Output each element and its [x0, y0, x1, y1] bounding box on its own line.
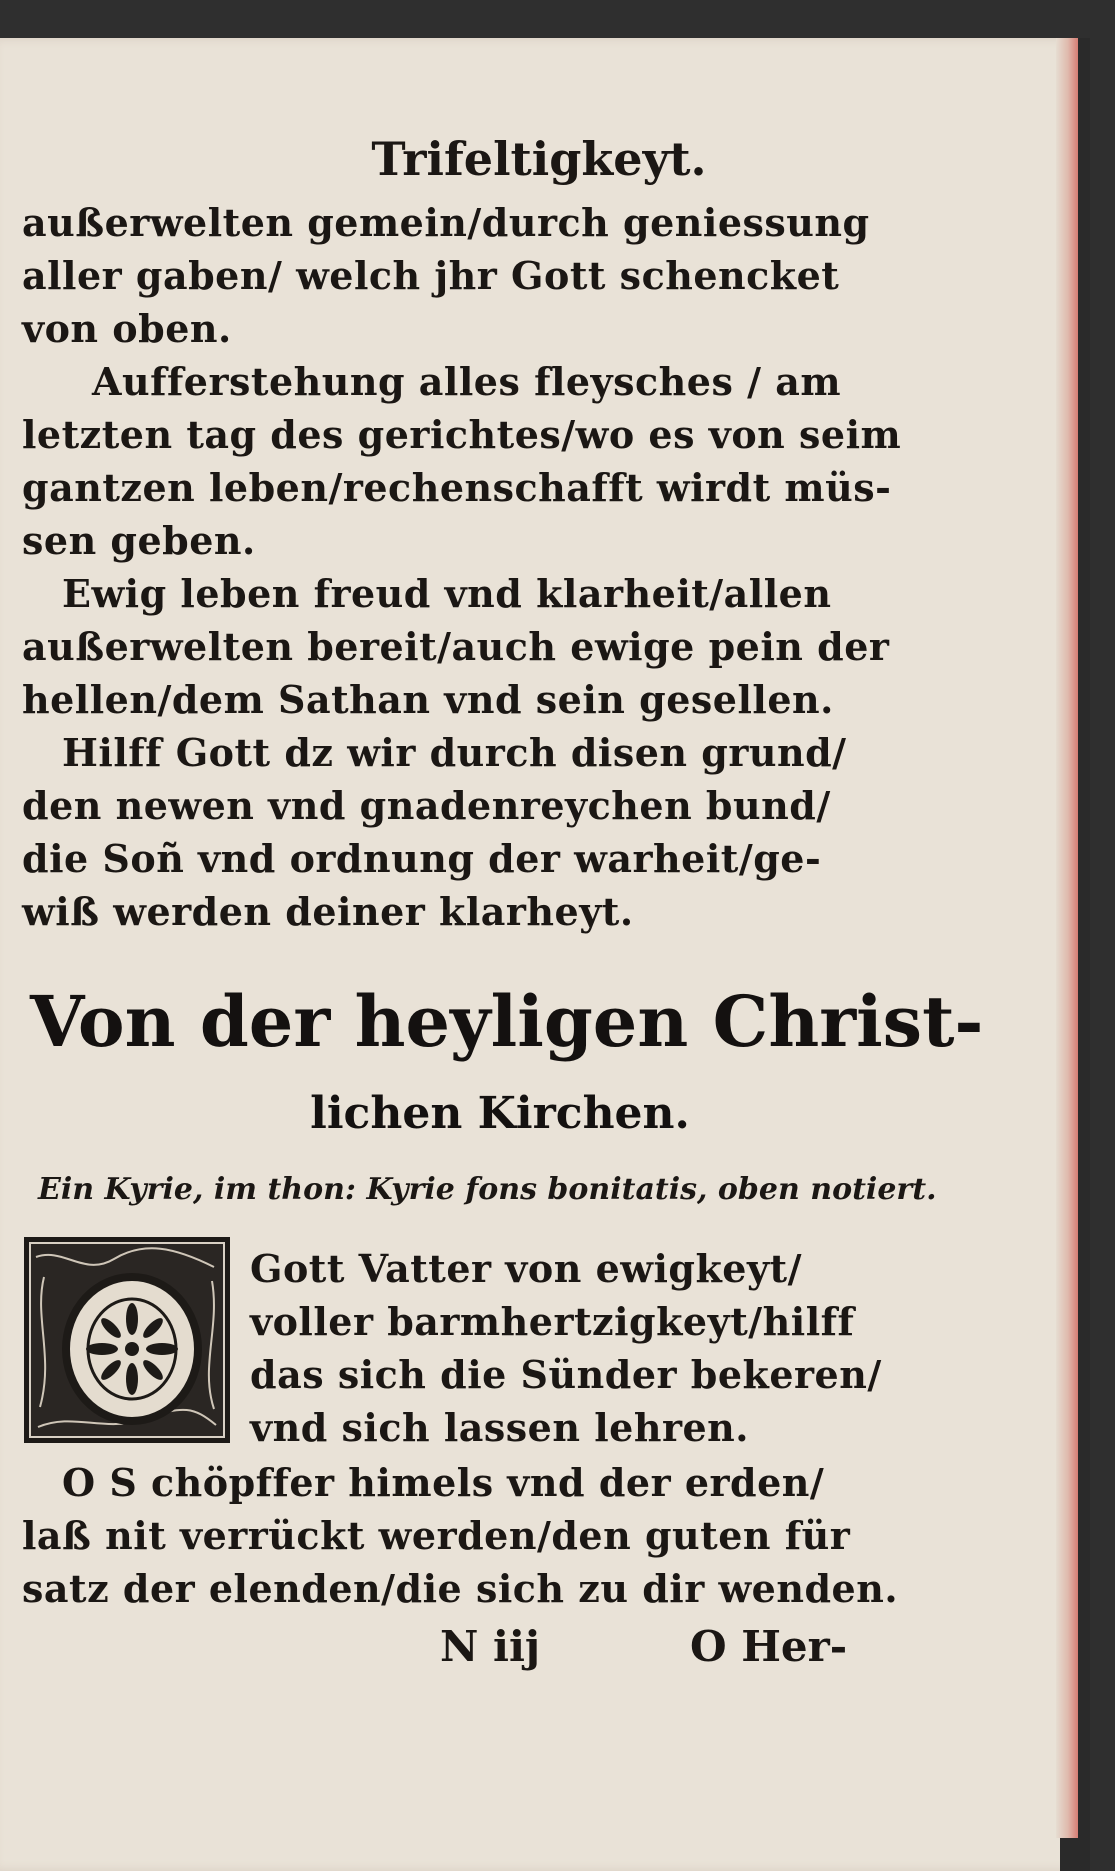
text-line: letzten tag des gerichtes/wo es von seim	[22, 412, 902, 457]
catchword: O Her-	[690, 1622, 848, 1671]
page-edge	[1056, 38, 1078, 1838]
text-line: hellen/dem Sathan vnd sein gesellen.	[22, 677, 834, 722]
text-line: von oben.	[22, 306, 232, 351]
text-line: O S chöpffer himels vnd der erden/	[62, 1460, 825, 1505]
text-line: Ewig leben freud vnd klarheit/allen	[62, 571, 832, 616]
text-line: laß nit verrückt werden/den guten für	[22, 1513, 851, 1558]
decorated-initial-o	[24, 1237, 230, 1443]
text-line: außerwelten gemein/durch geniessung	[22, 200, 870, 245]
running-head: Trifeltigkeyt.	[371, 132, 707, 186]
text-line: aller gaben/ welch jhr Gott schencket	[22, 253, 840, 298]
text-line: Aufferstehung alles fleysches / am	[92, 359, 842, 404]
text-line: die Soñ vnd ordnung der warheit/ge-	[22, 836, 822, 881]
hymn-subtitle: Ein Kyrie, im thon: Kyrie fons bonitatis, oben notiert.	[38, 1172, 937, 1207]
hymn-stanza	[250, 1242, 1115, 1454]
text-line: voller barmhertzigkeyt/hilff	[250, 1299, 855, 1344]
text-line: Hilff Gott dz wir durch disen grund/	[62, 730, 847, 775]
text-line: das sich die Sünder bekeren/	[250, 1352, 882, 1397]
section-title: Von der heyligen Christ-	[30, 980, 984, 1063]
text-line: außerwelten bereit/auch ewige pein der	[22, 624, 890, 669]
text-line: satz der elenden/die sich zu dir wenden.	[22, 1566, 899, 1611]
text-block-2	[22, 1456, 902, 1615]
text-line: gantzen leben/rechenschafft wirdt müs-	[22, 465, 892, 510]
text-line: vnd sich lassen lehren.	[250, 1405, 750, 1450]
text-line: wiß werden deiner klarheyt.	[22, 889, 634, 934]
text-line: Gott Vatter von ewigkeyt/	[250, 1246, 802, 1291]
text-line: den newen vnd gnadenreychen bund/	[22, 783, 831, 828]
text-line: sen geben.	[22, 518, 256, 563]
section-title-continued: lichen Kirchen.	[310, 1088, 690, 1139]
signature-mark: N iij	[440, 1622, 541, 1671]
ornament-initial-icon	[24, 1237, 230, 1443]
text-block-1	[22, 196, 902, 938]
